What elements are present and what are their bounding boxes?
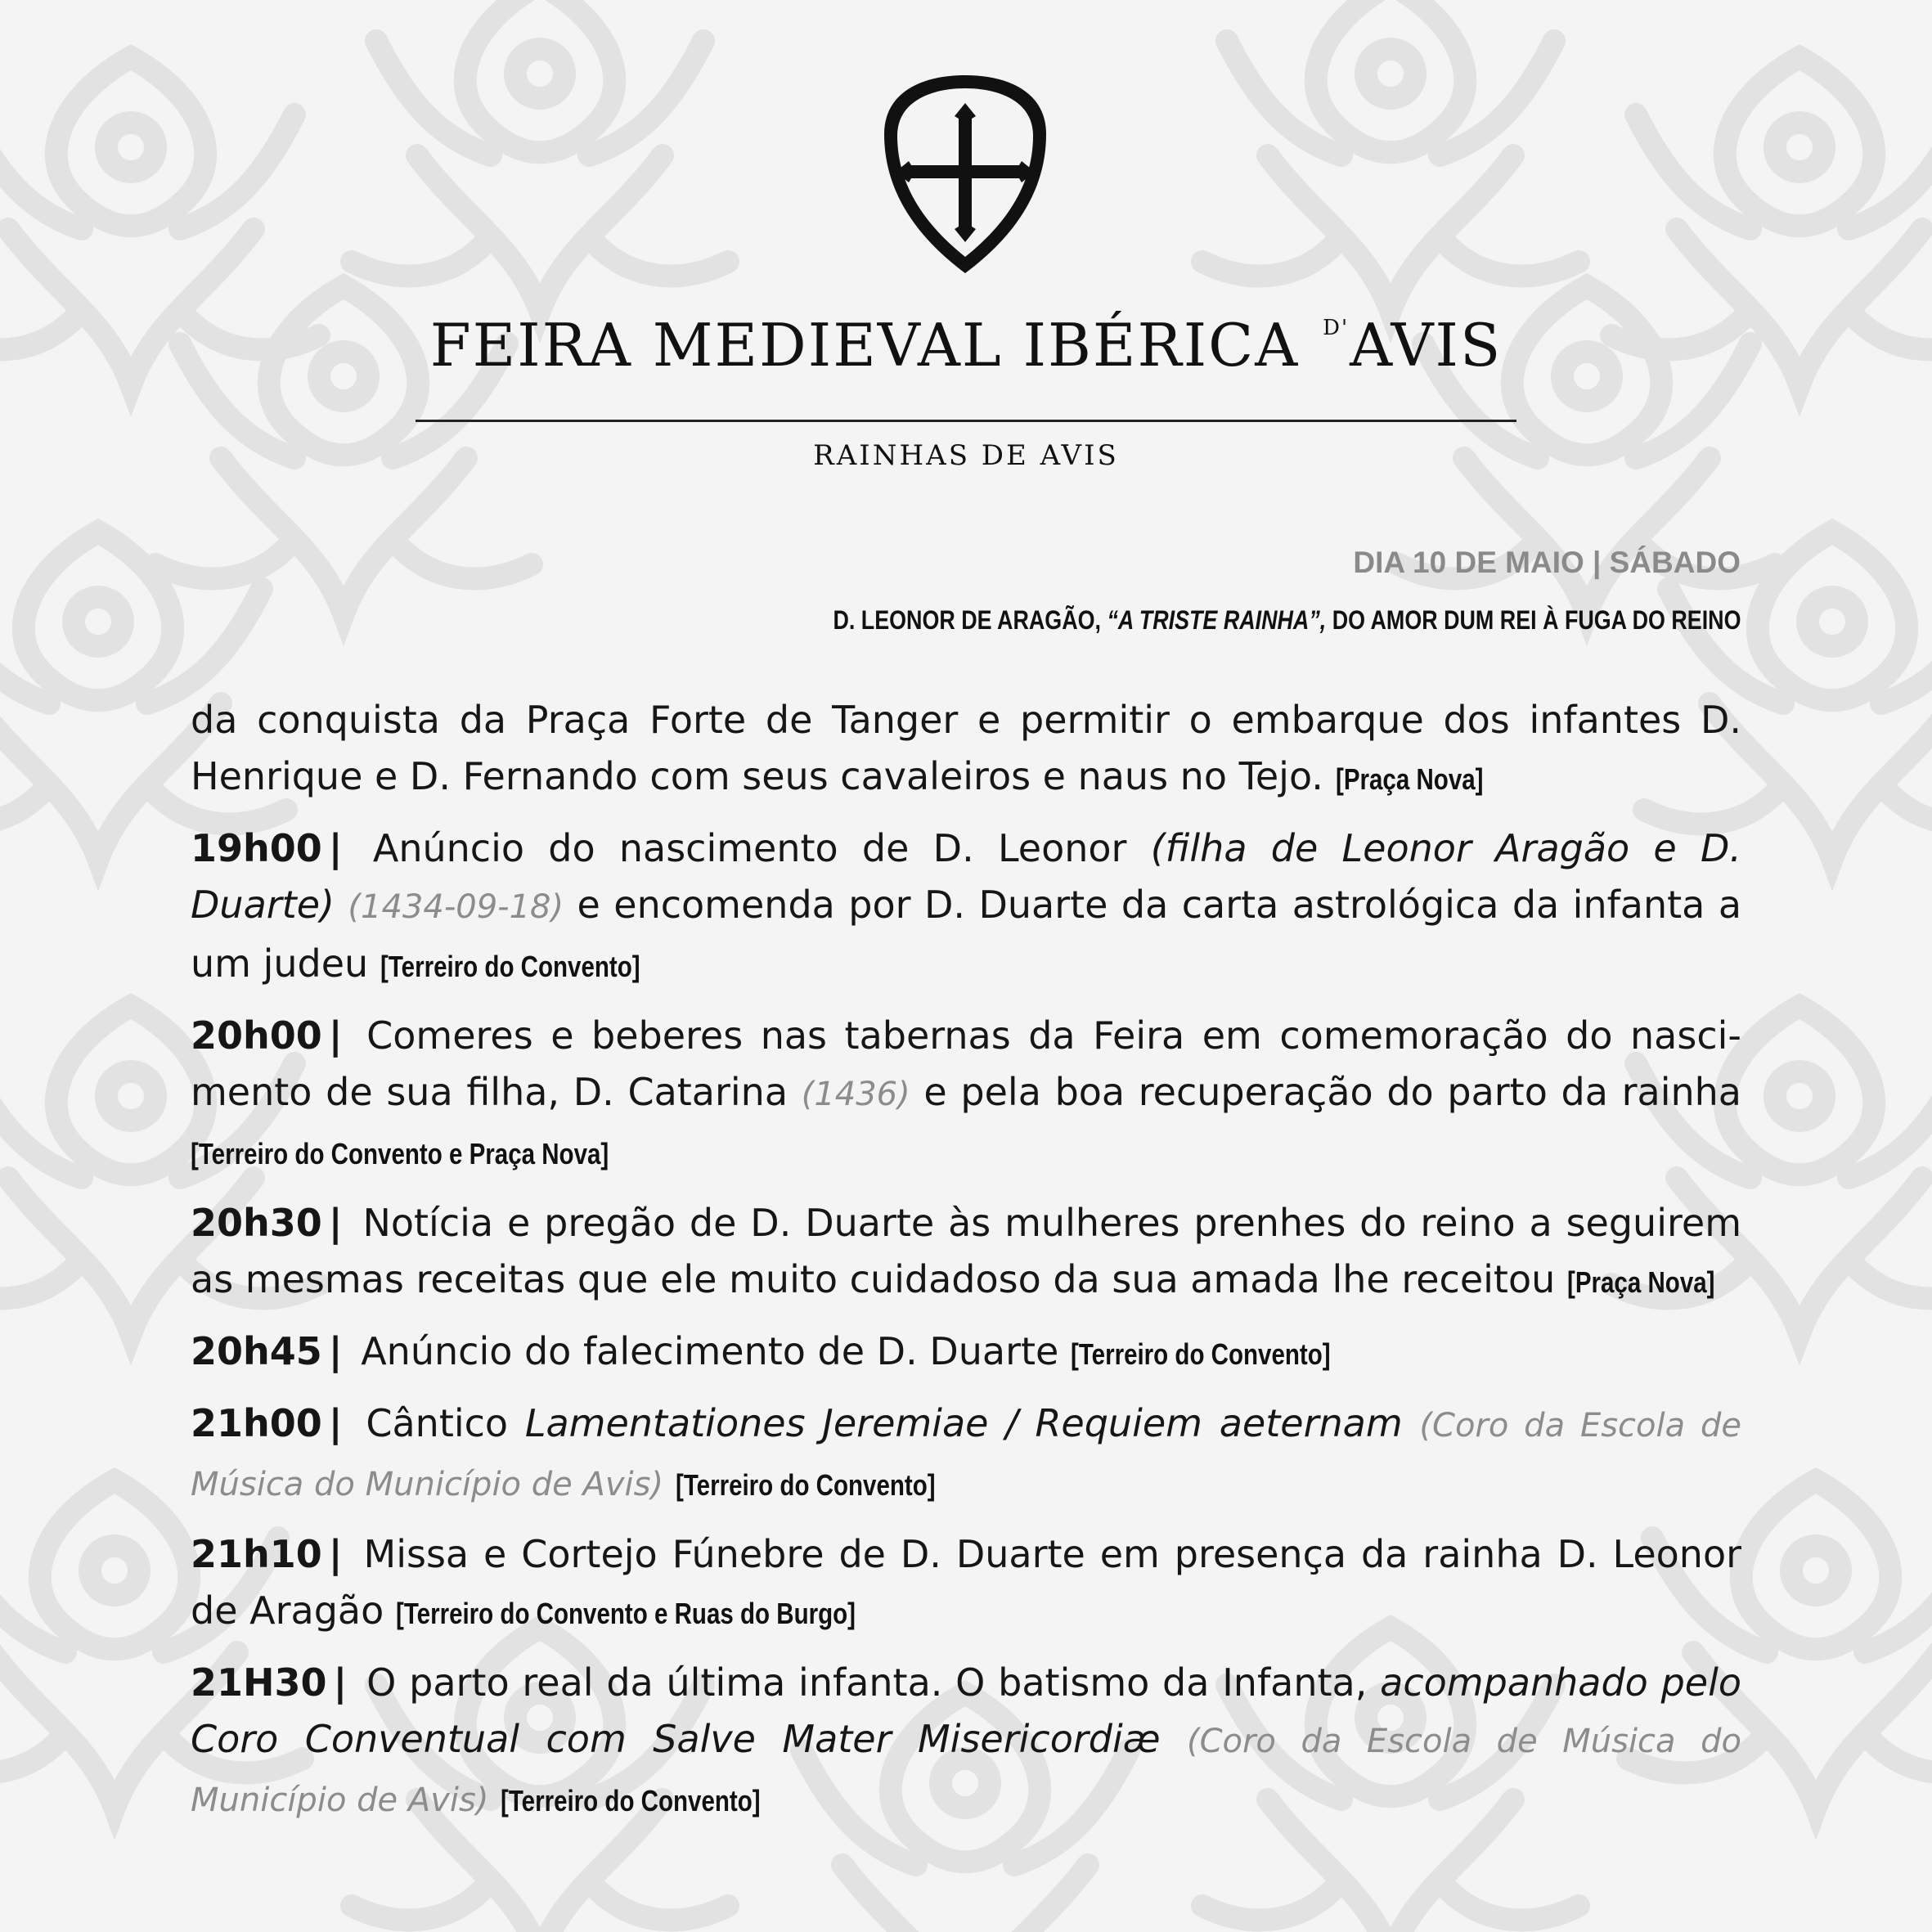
- entry-text: Notícia e pregão de D. Duarte às mulheres prenhes do reino a seguirem as mesmas receitas que ele muito cuidadoso da sua amada lhe receitou: [191, 1201, 1742, 1301]
- schedule-entry-continuation: [191, 692, 1741, 807]
- shield-cross-icon: [879, 72, 1051, 276]
- entry-separator: |: [328, 1532, 343, 1576]
- entry-text: O parto real da última infanta. O batismo da Infanta,: [366, 1660, 1368, 1705]
- entry-time: 20h30: [191, 1201, 322, 1245]
- brand-title: [312, 311, 1620, 380]
- entry-time: 20h45: [191, 1329, 322, 1373]
- entry-separator: |: [328, 1329, 343, 1373]
- brand-title-part2: AVIS: [1350, 311, 1503, 380]
- theme-heading: [833, 605, 1741, 636]
- entry-separator: |: [328, 826, 343, 870]
- schedule-entry-2030: [191, 1195, 1741, 1310]
- entry-time: 19h00: [191, 826, 322, 870]
- entry-text-b: e pela boa recuperação do parto da rainha: [923, 1070, 1741, 1114]
- entry-location: [Praça Nova]: [1566, 1265, 1715, 1299]
- brand-subtitle: RAINHAS DE AVIS: [813, 439, 1119, 472]
- day-heading: DIA 10 DE MAIO | SÁBADO: [1353, 546, 1741, 579]
- theme-quote: “A TRISTE RAINHA”,: [1106, 605, 1326, 635]
- schedule-entry-2000: [191, 1008, 1741, 1182]
- entry-time: 21h00: [191, 1401, 322, 1445]
- entry-note: (Coro da Escola de Música do Município de Avis): [191, 1407, 1741, 1503]
- entry-separator: |: [328, 1013, 343, 1058]
- entry-time: 21H30: [191, 1660, 327, 1705]
- entry-note: (Coro da Escola de Música do Município de Avis): [191, 1723, 1741, 1819]
- entry-location: [Terreiro do Convento e Ruas do Burgo]: [395, 1597, 856, 1630]
- entry-italic: acompanhado pelo Coro Conventual com Salve Mater Misericordiæ: [191, 1660, 1742, 1761]
- entry-text-b: e encomenda por D. Duarte da carta astrológica da infanta a um judeu: [191, 883, 1742, 986]
- entry-location: [Terreiro do Convento]: [501, 1784, 761, 1817]
- entry-italic: (filha de Leonor Aragão e D. Duarte): [191, 826, 1742, 927]
- entry-location: [Terreiro do Convento]: [380, 950, 640, 983]
- entry-italic: Lamentationes Jeremiae / Requiem aeternam: [524, 1401, 1403, 1445]
- brand-de-mark: D': [1323, 316, 1350, 340]
- brand-title-part1: FEIRA MEDIEVAL IBÉRICA: [429, 311, 1300, 380]
- entry-time: 21h10: [191, 1532, 322, 1576]
- schedule-list: [191, 692, 1741, 1842]
- theme-part2: DO AMOR DUM REI À FUGA DO REINO: [1325, 605, 1741, 635]
- theme-part1: D. LEONOR DE ARAGÃO,: [832, 605, 1107, 635]
- entry-text: Cântico: [366, 1401, 509, 1445]
- entry-text: da conquista da Praça Forte de Tanger e permitir o embarque dos infantes D. Henrique e D. Fernando com seus cavaleiros e naus no Tejo.: [191, 698, 1741, 798]
- entry-text: Comeres e beberes nas tabernas da Feira em comemoração do nascimento de sua filha, D. Catarina: [191, 1013, 1741, 1114]
- entry-location: [Praça Nova]: [1335, 762, 1484, 796]
- brand-divider: [416, 420, 1516, 422]
- entry-separator: |: [333, 1660, 348, 1705]
- entry-location: [Terreiro do Convento e Praça Nova]: [191, 1137, 609, 1170]
- entry-text: Missa e Cortejo Fúnebre de D. Duarte em presença da rainha D. Leonor de Aragão: [191, 1532, 1742, 1633]
- entry-separator: |: [328, 1201, 343, 1245]
- entry-text: Anúncio do nascimento de D. Leonor: [372, 826, 1127, 870]
- schedule-entry-2100: [191, 1395, 1741, 1513]
- entry-time: 20h00: [191, 1013, 322, 1058]
- schedule-entry-2110: [191, 1526, 1741, 1642]
- entry-text: Anúncio do falecimento de D. Duarte: [361, 1329, 1059, 1373]
- schedule-entry-1900: [191, 820, 1741, 995]
- entry-location: [Terreiro do Convento]: [1070, 1337, 1331, 1371]
- entry-note: (1434-09-18): [348, 888, 564, 926]
- entry-separator: |: [328, 1401, 343, 1445]
- schedule-entry-2130: [191, 1655, 1741, 1829]
- entry-location: [Terreiro do Convento]: [675, 1468, 936, 1502]
- entry-note: (1436): [801, 1076, 910, 1113]
- schedule-entry-2045: [191, 1323, 1741, 1382]
